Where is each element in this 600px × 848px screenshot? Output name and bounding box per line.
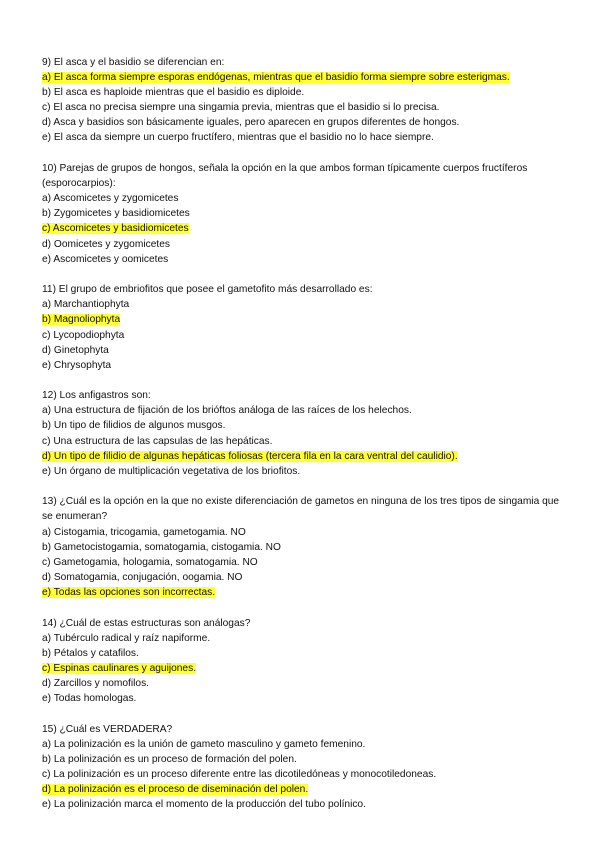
option-e (42, 585, 562, 600)
option-e (42, 797, 562, 812)
option-text: c) La polinización es un proceso diferente entre las dicotiledóneas y monocotiledoneas. (42, 768, 437, 780)
option-d (42, 676, 562, 691)
option-text: a) La polinización es la unión de gameto masculino y gameto femenino. (42, 738, 366, 750)
question-stem-text: 10) Parejas de grupos de hongos, señala la opción en la que ambos forman típicamente cuerpos fructíferos (esporocarpios): (42, 163, 528, 190)
question-stem (42, 722, 562, 737)
option-a (42, 70, 562, 85)
option-d (42, 115, 562, 130)
option-c (42, 661, 562, 676)
option-text: c) Ascomicetes y basidiomicetes (42, 223, 189, 235)
option-text: d) Zarcillos y nomofilos. (42, 677, 149, 689)
option-text: e) La polinización marca el momento de la producción del tubo polínico. (42, 799, 366, 811)
option-a (42, 191, 562, 206)
question-11 (42, 282, 562, 373)
option-text: a) Marchantiophyta (42, 299, 130, 311)
question-stem (42, 282, 562, 297)
question-stem-text: 15) ¿Cuál es VERDADERA? (42, 723, 173, 735)
question-10 (42, 161, 562, 267)
option-text: e) Un órgano de multiplicación vegetativa de los briofitos. (42, 465, 301, 477)
option-b (42, 752, 562, 767)
option-c (42, 434, 562, 449)
option-d (42, 570, 562, 585)
option-text: a) El asca forma siempre esporas endógenas, mientras que el basidio forma siempre sobre esterigmas. (42, 72, 510, 84)
option-e (42, 252, 562, 267)
question-stem-text: 9) El asca y el basidio se diferencian en: (42, 57, 225, 68)
option-text: b) La polinización es un proceso de formación del polen. (42, 753, 297, 765)
document-page (42, 55, 562, 828)
option-text: b) El asca es haploide mientras que el basidio es diploide. (42, 87, 305, 99)
option-text: d) Un tipo de filidio de algunas hepáticas foliosas (tercera fila en la cara ventral del caulidio). (42, 450, 458, 462)
option-d (42, 782, 562, 797)
option-text: c) Gametogamia, hologamia, somatogamia. NO (42, 556, 258, 568)
option-e (42, 464, 562, 479)
option-e (42, 691, 562, 706)
option-text: b) Pétalos y catafilos. (42, 647, 139, 659)
option-e (42, 130, 562, 145)
option-text: e) Todas homologas. (42, 692, 137, 704)
option-text: b) Zygomicetes y basidiomicetes (42, 208, 190, 220)
option-text: e) Ascomicetes y oomicetes (42, 253, 169, 265)
question-14 (42, 616, 562, 707)
option-text: c) El asca no precisa siempre una singamia previa, mientras que el basidio si lo precisa. (42, 102, 440, 114)
option-d (42, 237, 562, 252)
option-a (42, 525, 562, 540)
option-text: e) El asca da siempre un cuerpo fructífero, mientras que el basidio no lo hace siempre. (42, 132, 434, 144)
option-text: b) Gametocistogamia, somatogamia, cistogamia. NO (42, 541, 281, 553)
question-15 (42, 722, 562, 813)
option-text: d) Ginetophyta (42, 344, 109, 356)
question-stem (42, 494, 562, 524)
option-a (42, 631, 562, 646)
option-c (42, 221, 562, 236)
option-b (42, 540, 562, 555)
option-text: d) Oomicetes y zygomicetes (42, 238, 170, 250)
option-text: a) Ascomicetes y zygomicetes (42, 193, 179, 205)
option-text: d) Somatogamia, conjugación, oogamia. NO (42, 571, 243, 583)
question-9 (42, 55, 562, 146)
question-stem (42, 388, 562, 403)
option-b (42, 85, 562, 100)
question-12 (42, 388, 562, 479)
option-b (42, 646, 562, 661)
option-text: a) Tubérculo radical y raíz napiforme. (42, 632, 211, 644)
option-a (42, 737, 562, 752)
option-text: d) La polinización es el proceso de diseminación del polen. (42, 783, 309, 795)
option-text: d) Asca y basidios son básicamente iguales, pero aparecen en grupos diferentes de hongos. (42, 117, 460, 129)
option-text: a) Cistogamia, tricogamia, gametogamia. NO (42, 526, 246, 538)
question-stem-text: 12) Los anfigastros son: (42, 390, 151, 402)
option-text: e) Todas las opciones son incorrectas. (42, 586, 216, 598)
option-e (42, 358, 562, 373)
option-d (42, 343, 562, 358)
option-text: b) Magnoliophyta (42, 314, 121, 326)
option-c (42, 767, 562, 782)
option-c (42, 555, 562, 570)
option-c (42, 328, 562, 343)
question-stem-text: 13) ¿Cuál es la opción en la que no existe diferenciación de gametos en ninguna de los tres tipos de singamia que se enumeran? (42, 496, 560, 523)
option-text: c) Una estructura de las capsulas de las hepáticas. (42, 435, 273, 447)
option-c (42, 100, 562, 115)
option-text: c) Lycopodiophyta (42, 329, 125, 341)
option-text: e) Chrysophyta (42, 359, 112, 371)
question-stem-text: 14) ¿Cuál de estas estructuras son análogas? (42, 617, 251, 629)
option-text: c) Espinas caulinares y aguijones. (42, 662, 197, 674)
option-a (42, 297, 562, 312)
option-b (42, 312, 562, 327)
question-stem-text: 11) El grupo de embriofitos que posee el gametofito más desarrollado es: (42, 284, 373, 296)
question-stem (42, 55, 562, 70)
option-b (42, 418, 562, 433)
question-13 (42, 494, 562, 600)
option-b (42, 206, 562, 221)
option-text: b) Un tipo de filidios de algunos musgos. (42, 420, 226, 432)
question-stem (42, 161, 562, 191)
option-d (42, 449, 562, 464)
question-stem (42, 616, 562, 631)
option-a (42, 403, 562, 418)
option-text: a) Una estructura de fijación de los brióftos análoga de las raíces de los helechos. (42, 405, 412, 417)
